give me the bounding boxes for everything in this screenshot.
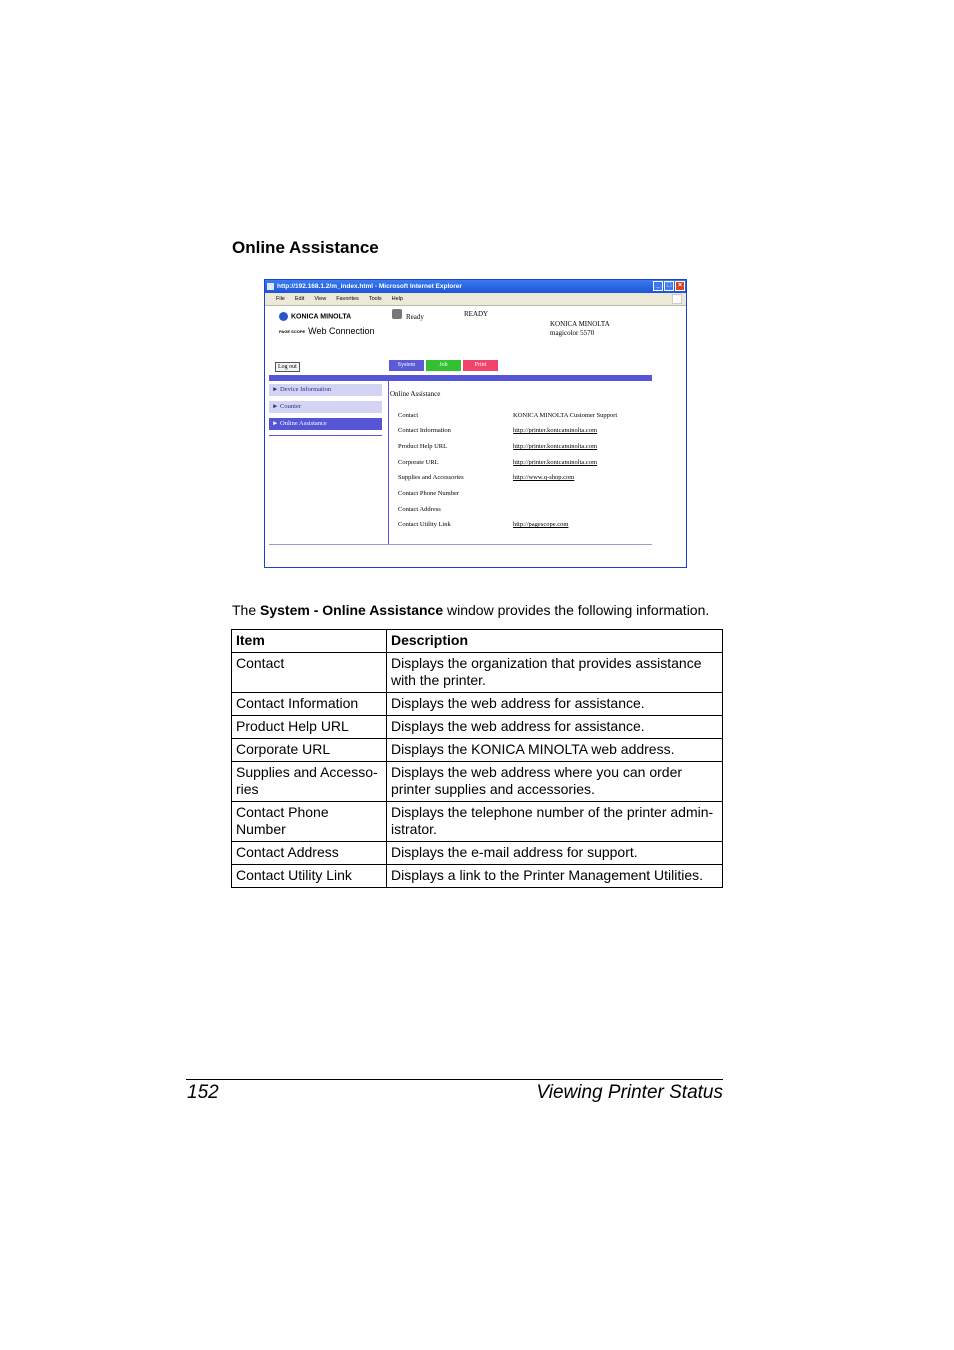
description-cell: Displays the organization that provides assistance with the printer. [387,653,723,693]
browser-menu-bar [265,293,686,306]
table-row [232,739,723,762]
minimize-icon[interactable]: _ [653,281,663,291]
header-divider [269,375,652,381]
item-cell: Corporate URL [232,739,387,762]
column-divider [388,381,389,545]
section-title: Viewing Printer Status [536,1082,723,1103]
description-cell: Displays the web address for assistance. [387,716,723,739]
item-cell: Product Help URL [232,716,387,739]
contact-info-link[interactable]: http://printer.konicaminolta.com [513,427,598,434]
menu-tools[interactable]: Tools [368,296,382,302]
supplies-link[interactable]: http://www.q-shop.com [513,474,575,481]
printer-status: Ready [406,313,424,321]
footer-rule [186,1079,723,1080]
browser-title: http://192.168.1.2/m_index.html - Microsoft Internet Explorer [277,283,462,290]
column-header-description: Description [387,630,723,653]
column-header-item: Item [232,630,387,653]
konica-logo: KONICA MINOLTA [279,312,351,321]
description-cell: Displays the web address where you can order printer supplies and accessories. [387,762,723,802]
globe-icon [279,312,288,321]
table-row [232,802,723,842]
table-row [232,762,723,802]
description-cell: Displays a link to the Printer Management Utilities. [387,865,723,888]
corporate-link[interactable]: http://printer.konicaminolta.com [513,459,598,466]
description-cell: Displays the KONICA MINOLTA web address. [387,739,723,762]
tab-job[interactable]: Job [426,360,461,371]
maximize-icon[interactable]: □ [664,281,674,291]
table-row [232,842,723,865]
footer-divider [269,544,652,545]
table-header-row [232,630,723,653]
table-row [232,693,723,716]
item-cell: Contact Phone Number [232,802,387,842]
item-cell: Supplies and Accesso-ries [232,762,387,802]
panel-status: READY [464,310,489,318]
table-row [232,653,723,693]
product-help-link[interactable]: http://printer.konicaminolta.com [513,443,598,450]
item-cell: Contact Address [232,842,387,865]
page-number: 152 [187,1082,219,1103]
sidebar-item-device-information[interactable]: ► Device Information [269,384,382,396]
utility-link[interactable]: http://pagescope.com [513,521,569,528]
sidebar-divider [269,435,382,436]
sidebar-item-counter[interactable]: ► Counter [269,401,382,413]
menu-view[interactable]: View [314,296,327,302]
windows-logo-icon [672,294,682,304]
printer-model: KONICA MINOLTA magicolor 5570 [550,320,610,337]
web-connection-logo: PAGE SCOPE Web Connection [279,326,375,336]
info-table [231,629,723,888]
item-cell: Contact Utility Link [232,865,387,888]
sidebar [269,384,385,435]
menu-edit[interactable]: Edit [294,296,305,302]
browser-title-bar [265,280,686,293]
menu-favorites[interactable]: Favorites [336,296,359,302]
menu-file[interactable]: File [276,296,285,302]
tab-system[interactable]: System [389,360,424,371]
description-cell: Displays the web address for assistance. [387,693,723,716]
table-row [232,865,723,888]
tab-print[interactable]: Print [463,360,498,371]
sidebar-item-online-assistance[interactable]: ► Online Assistance [269,418,382,430]
ie-page-icon [267,283,274,290]
menu-help[interactable]: Help [391,296,403,302]
description-cell: Displays the e-mail address for support. [387,842,723,865]
item-cell: Contact [232,653,387,693]
description-cell: Displays the telephone number of the printer admin-istrator. [387,802,723,842]
table-row [232,716,723,739]
logout-button[interactable]: Log out [275,362,300,372]
close-icon[interactable]: × [675,281,685,291]
browser-screenshot [264,279,687,568]
tab-bar [389,360,498,371]
item-cell: Contact Information [232,693,387,716]
printer-icon [392,309,402,319]
section-heading: Online Assistance [232,238,379,257]
content-title: Online Assistance [390,390,441,398]
intro-paragraph: The System - Online Assistance window provides the following information. [232,602,710,618]
browser-content: KONICA MINOLTA PAGE SCOPE Web Connection Ready READY KONICA MINOLTA magicolor 5570 Log out System Job Print ► Device Information ► Counter ► Online Assistance Online Assistance Contact KONICA MINOLTA Customer Support Contact Information http://printer.konicaminolta.com Product Help URL http://printer.konicaminolta.com Corporate URL http://printer.konicaminolta.com Supplies and Accessories http://www.q-shop.com Contact Phone Number Contact Address Contact Utility Link http://pagescope.com [265,306,686,567]
